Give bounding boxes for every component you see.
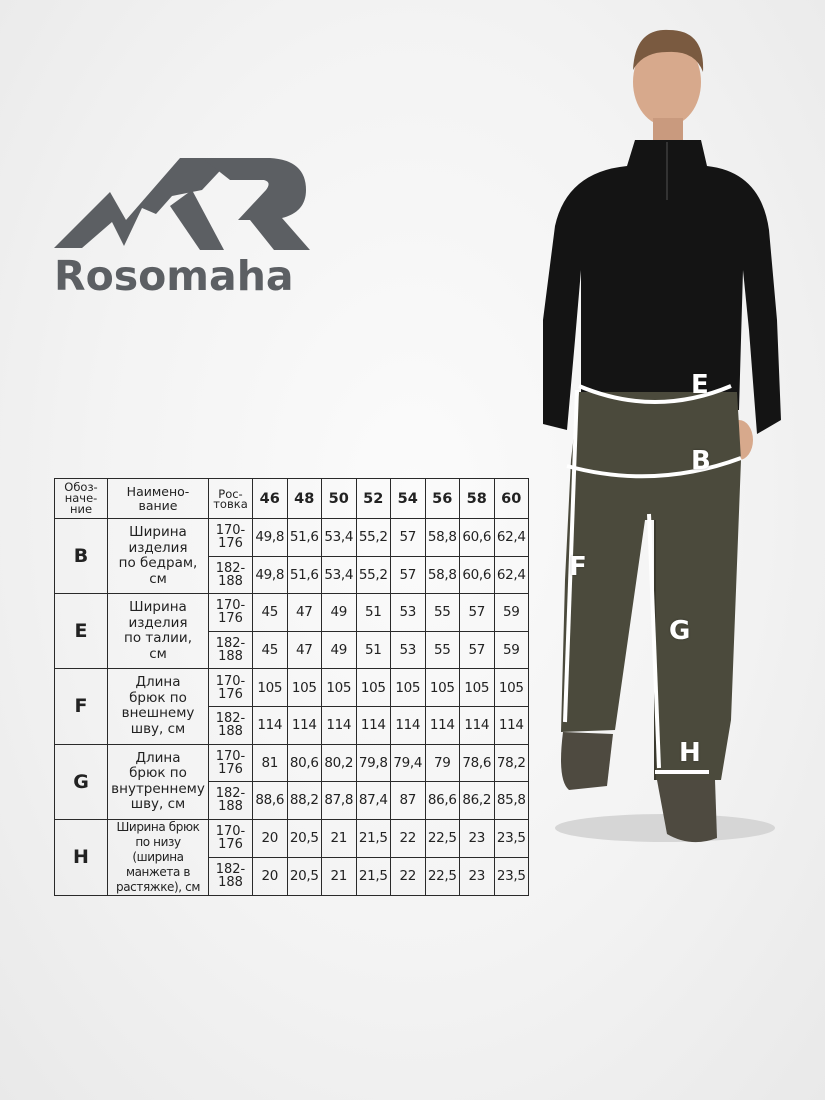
header-size: 52 — [356, 479, 391, 519]
size-value: 57 — [460, 631, 495, 669]
size-value: 23,5 — [494, 819, 529, 857]
size-value: 53,4 — [322, 556, 357, 594]
size-value: 87 — [391, 782, 426, 820]
size-chart-table — [54, 478, 529, 896]
size-value: 22 — [391, 819, 426, 857]
measure-name: Длина брюк по внешнему шву, см — [108, 669, 209, 744]
mountain-logo-icon — [52, 150, 312, 255]
size-value: 45 — [253, 594, 288, 632]
header-name: Наимено- вание — [108, 479, 209, 519]
size-value: 79,8 — [356, 744, 391, 782]
measure-label-e: E — [691, 370, 709, 400]
size-value: 23 — [460, 819, 495, 857]
measure-letter: B — [55, 519, 108, 594]
size-value: 114 — [425, 706, 460, 744]
size-value: 80,2 — [322, 744, 357, 782]
size-value: 51 — [356, 594, 391, 632]
height-range: 170- 176 — [209, 819, 253, 857]
size-value: 58,8 — [425, 556, 460, 594]
size-value: 45 — [253, 631, 288, 669]
size-value: 55 — [425, 631, 460, 669]
size-value: 22,5 — [425, 819, 460, 857]
size-value: 60,6 — [460, 556, 495, 594]
size-value: 87,4 — [356, 782, 391, 820]
header-size: 46 — [253, 479, 288, 519]
measure-letter: G — [55, 744, 108, 819]
size-value: 114 — [287, 706, 322, 744]
header-size: 60 — [494, 479, 529, 519]
size-value: 21,5 — [356, 857, 391, 895]
height-range: 170- 176 — [209, 519, 253, 557]
size-value: 20,5 — [287, 819, 322, 857]
size-value: 55,2 — [356, 556, 391, 594]
header-size: 48 — [287, 479, 322, 519]
height-range: 170- 176 — [209, 669, 253, 707]
size-value: 114 — [322, 706, 357, 744]
brand-name: Rosomaha — [54, 252, 294, 300]
size-value: 51,6 — [287, 556, 322, 594]
size-value: 58,8 — [425, 519, 460, 557]
table-row — [55, 519, 529, 557]
size-value: 21 — [322, 819, 357, 857]
size-value: 105 — [391, 669, 426, 707]
height-range: 182- 188 — [209, 782, 253, 820]
size-value: 86,6 — [425, 782, 460, 820]
measure-letter: H — [55, 819, 108, 895]
size-value: 22 — [391, 857, 426, 895]
brand-logo — [52, 150, 312, 310]
header-size: 56 — [425, 479, 460, 519]
size-value: 57 — [391, 519, 426, 557]
header-size: 50 — [322, 479, 357, 519]
size-value: 81 — [253, 744, 288, 782]
size-value: 20,5 — [287, 857, 322, 895]
size-value: 47 — [287, 631, 322, 669]
size-value: 49 — [322, 631, 357, 669]
height-range: 182- 188 — [209, 857, 253, 895]
size-value: 49 — [322, 594, 357, 632]
header-height: Рос- товка — [209, 479, 253, 519]
height-range: 182- 188 — [209, 706, 253, 744]
measure-letter: F — [55, 669, 108, 744]
size-value: 59 — [494, 594, 529, 632]
size-value: 20 — [253, 857, 288, 895]
size-value: 79,4 — [391, 744, 426, 782]
measure-label-h: H — [679, 738, 701, 768]
table-row — [55, 669, 529, 707]
measure-name: Ширина изделия по талии, см — [108, 594, 209, 669]
size-value: 23,5 — [494, 857, 529, 895]
table-header-row — [55, 479, 529, 519]
size-value: 49,8 — [253, 556, 288, 594]
size-value: 60,6 — [460, 519, 495, 557]
size-value: 23 — [460, 857, 495, 895]
measure-label-b: B — [691, 446, 711, 476]
height-range: 182- 188 — [209, 631, 253, 669]
size-value: 85,8 — [494, 782, 529, 820]
size-value: 114 — [253, 706, 288, 744]
size-value: 62,4 — [494, 519, 529, 557]
size-value: 105 — [322, 669, 357, 707]
model-photo — [515, 20, 805, 860]
size-value: 114 — [494, 706, 529, 744]
size-value: 53 — [391, 594, 426, 632]
size-value: 57 — [391, 556, 426, 594]
size-value: 78,2 — [494, 744, 529, 782]
size-value: 79 — [425, 744, 460, 782]
size-value: 57 — [460, 594, 495, 632]
size-value: 88,6 — [253, 782, 288, 820]
model-figure-icon — [515, 20, 805, 860]
size-value: 88,2 — [287, 782, 322, 820]
size-value: 114 — [460, 706, 495, 744]
measure-name: Длина брюк по внутреннему шву, см — [108, 744, 209, 819]
size-value: 114 — [356, 706, 391, 744]
height-range: 182- 188 — [209, 556, 253, 594]
size-value: 114 — [391, 706, 426, 744]
size-value: 21,5 — [356, 819, 391, 857]
header-designation: Обоз- наче- ние — [55, 479, 108, 519]
size-value: 62,4 — [494, 556, 529, 594]
measure-letter: E — [55, 594, 108, 669]
size-value: 105 — [494, 669, 529, 707]
size-value: 105 — [253, 669, 288, 707]
size-value: 51,6 — [287, 519, 322, 557]
height-range: 170- 176 — [209, 744, 253, 782]
size-value: 53 — [391, 631, 426, 669]
size-value: 21 — [322, 857, 357, 895]
measure-name: Ширина изделия по бедрам, см — [108, 519, 209, 594]
height-range: 170- 176 — [209, 594, 253, 632]
table-row — [55, 744, 529, 782]
size-value: 87,8 — [322, 782, 357, 820]
size-value: 49,8 — [253, 519, 288, 557]
size-value: 55 — [425, 594, 460, 632]
size-value: 86,2 — [460, 782, 495, 820]
size-value: 105 — [425, 669, 460, 707]
table-row — [55, 819, 529, 857]
table-row — [55, 594, 529, 632]
size-value: 105 — [287, 669, 322, 707]
size-value: 80,6 — [287, 744, 322, 782]
header-size: 58 — [460, 479, 495, 519]
size-value: 55,2 — [356, 519, 391, 557]
size-value: 105 — [460, 669, 495, 707]
size-value: 78,6 — [460, 744, 495, 782]
measure-label-f: F — [569, 552, 587, 582]
size-value: 53,4 — [322, 519, 357, 557]
size-value: 47 — [287, 594, 322, 632]
size-value: 105 — [356, 669, 391, 707]
size-value: 51 — [356, 631, 391, 669]
size-value: 59 — [494, 631, 529, 669]
measure-name: Ширина брюк по низу (ширина манжета в растяжке), см — [108, 819, 209, 895]
header-size: 54 — [391, 479, 426, 519]
size-value: 20 — [253, 819, 288, 857]
size-value: 22,5 — [425, 857, 460, 895]
measure-label-g: G — [669, 616, 691, 646]
